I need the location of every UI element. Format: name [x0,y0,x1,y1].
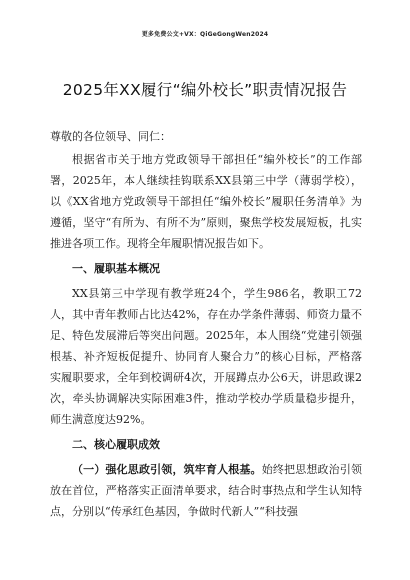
intro-paragraph: 根据省市关于地方党政领导干部担任“编外校长”的工作部署，2025年，本人继续挂钩联系XX县第三中学（薄弱学校），以《XX省地方党政领导干部担任“编外校长”履职任务清单》为遵循，坚守“有所为、有所不为”原则，聚焦学校发展短板，扎实推进各项工作。现将全年履职情况报告如下。 [50,153,362,250]
subsection-text: 始终把思想政治引领放在首位，严格落实正面清单要求，结合时事热点和学生认知特点，分别以“传承红色基因，争做时代新人”“科技强 [50,463,362,518]
document-title: 2025年XX履行“编外校长”职责情况报告 [62,81,348,99]
document-body [50,126,362,522]
header-note: 更多免费公文+VX：QiGeGongWen2024 [141,31,269,38]
results-paragraph [50,459,362,522]
subsection-title: （一）强化思政引领，筑牢育人根基。 [72,463,262,476]
section-heading-overview: 一、履职基本概况 [72,262,160,275]
salutation: 尊敬的各位领导、同仁： [50,130,171,143]
section-heading-results: 二、核心履职成效 [72,438,160,451]
overview-paragraph: XX县第三中学现有教学班24个，学生986名，教职工72人，其中青年教师占比达42%，存在办学条件薄弱、师资力量不足、特色发展滞后等突出问题。2025年，本人围绕“党建引领强根基、补齐短板促提升、协同育人聚合力”的核心目标，严格落实履职要求，全年到校调研4次，开展蹲点办公6天，讲思政课2次，牵头协调解决实际困难3件，推动学校办学质量稳步提升，师生满意度达92%。 [50,287,362,426]
